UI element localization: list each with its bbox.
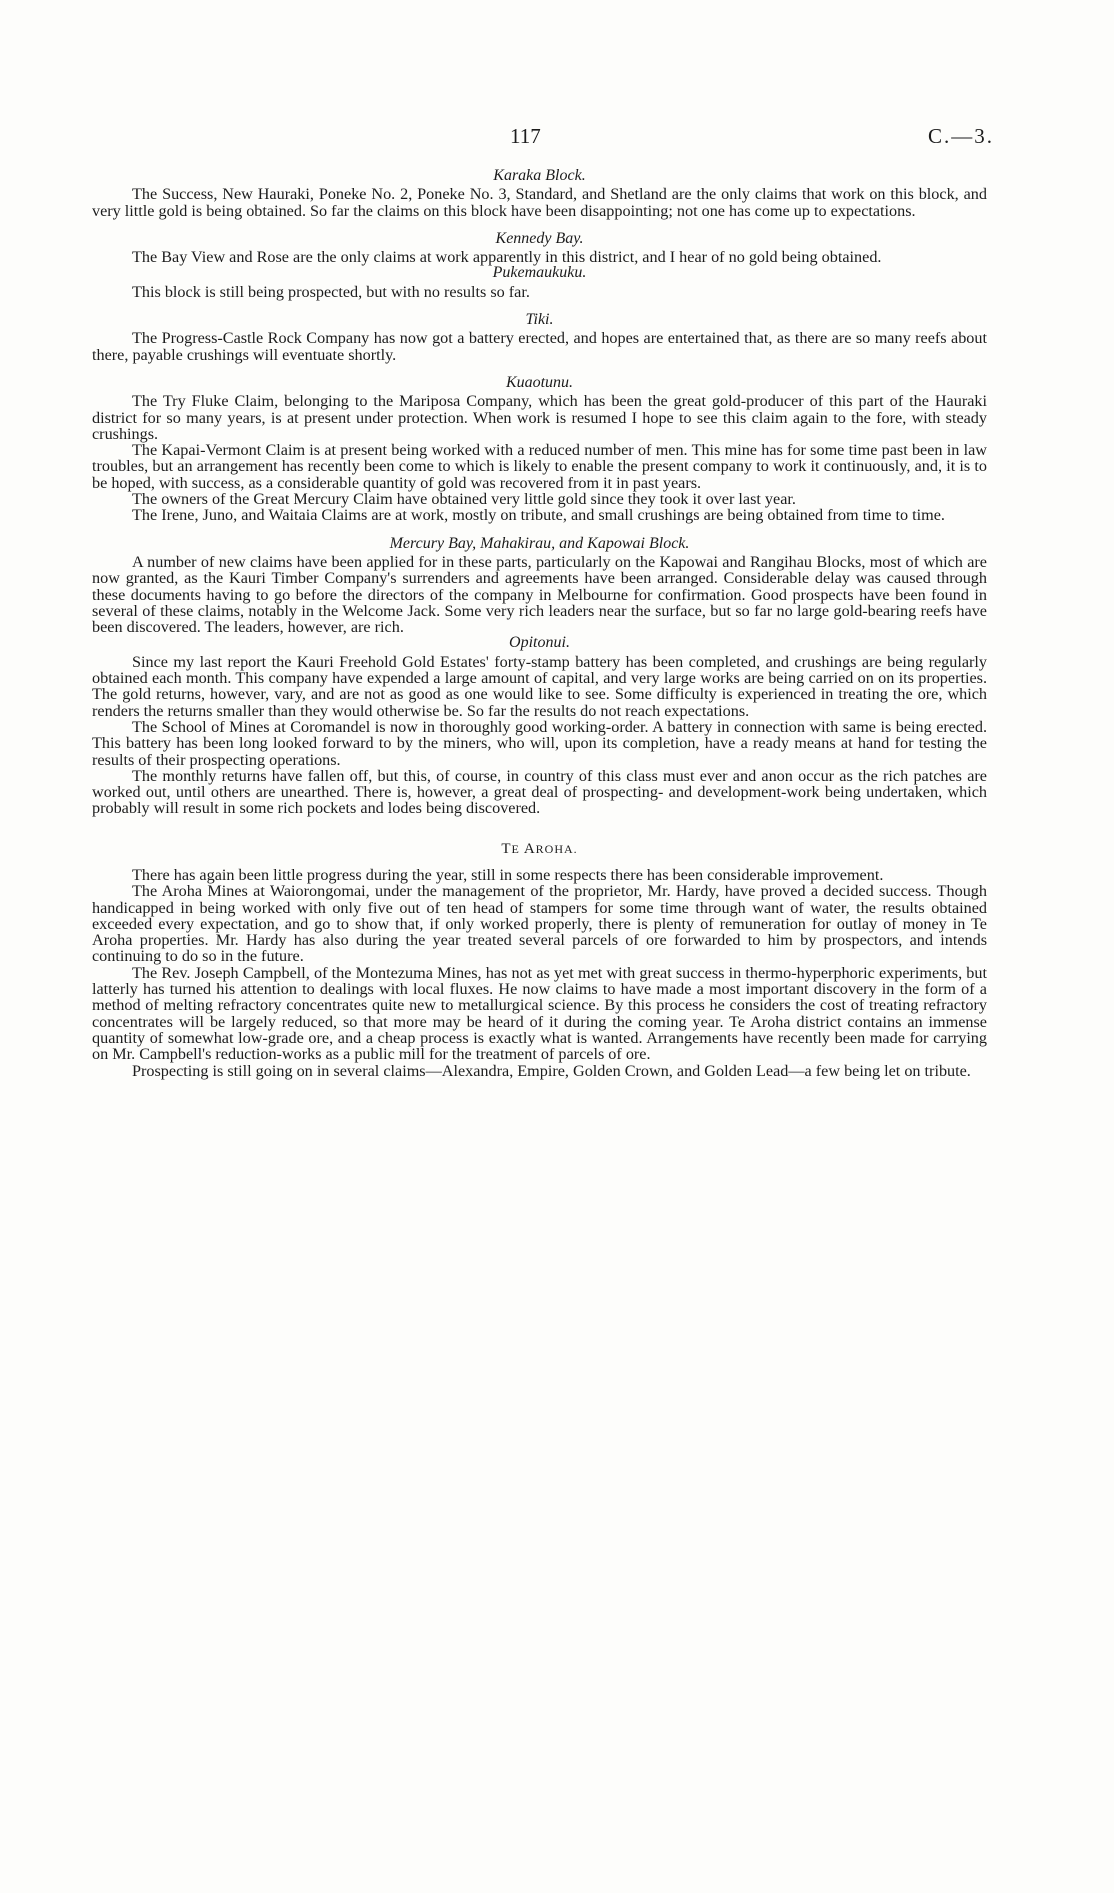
title-smallcaps: E [511, 841, 524, 856]
paragraph: The Aroha Mines at Waiorongomai, under the management of the proprietor, Mr. Hardy, have proved a decided success. Though handicapped in being worked with only five out of ten head of stampers for some time through want of water, the results obtained exceeded every expectation, and go to show that, if only worked properly, there is plenty of remuneration for outlay of money in Te Aroha properties. Mr. Hardy has also during the year treated several parcels of ore forwarded to him by prospectors, and intends continuing to do so in the future. [92, 882, 987, 966]
paragraph: The School of Mines at Coromandel is now in thoroughly good working-order. A battery in connection with same is being erected. This battery has been long looked forward to by the miners, who will, upon its completion, have a ready means at hand for testing the results of their prospecting operations. [92, 717, 987, 769]
page-code: C.—3. [927, 124, 994, 148]
title-letter: T [501, 840, 512, 857]
page-body [92, 168, 987, 1079]
paragraph: This block is still being prospected, but with no results so far. [132, 282, 530, 301]
section-title-kennedy-bay: Kennedy Bay. [495, 229, 584, 247]
title-letter: A [523, 840, 536, 857]
section-title-karaka: Karaka Block. [493, 167, 586, 184]
paragraph: The owners of the Great Mercury Claim have obtained very little gold since they took it over last year. [132, 490, 796, 509]
section-title-mercury-bay: Mercury Bay, Mahakirau, and Kapowai Block. [389, 534, 690, 552]
section-title-opitonui: Opitonui. [509, 634, 570, 652]
paragraph: The Kapai-Vermont Claim is at present being worked with a reduced number of men. This mine has for some time past been in law troubles, but an arrangement has recently been come to which is likely to enable the present company to work it continuously, and, it is to be hoped, with success, as a considerable quantity of gold was recovered from it in past years. [92, 441, 987, 492]
section-title-kuaotunu: Kuaotunu. [505, 373, 574, 391]
section-title-te-aroha [92, 841, 987, 857]
page-header [0, 124, 1114, 154]
paragraph: A number of new claims have been applied for in these parts, particularly on the Kapowai and Rangihau Blocks, most of which are now granted, as the Kauri Timber Company's surrenders and agreements have been arranged. Considerable delay was caused through these documents having to go before the directors of the company in Melbourne for confirmation. Good prospects have been found in several of these claims, notably in the Welcome Jack. Some very rich leaders near the surface, but so far no large gold-bearing reefs have been discovered. The leaders, however, are rich. [92, 552, 987, 637]
paragraph: The Progress-Castle Rock Company has now got a battery erected, and hopes are entertained that, as there are so many reefs about there, payable crushings will eventuate shortly. [92, 329, 987, 364]
title-smallcaps: ROHA. [535, 841, 578, 856]
paragraph: The Irene, Juno, and Waitaia Claims are at work, mostly on tribute, and small crushings are being obtained from time to time. [132, 506, 945, 525]
paragraph: There has again been little progress during the year, still in some respects there has been considerable improvement. [132, 865, 884, 884]
section-title-tiki: Tiki. [525, 311, 554, 329]
paragraph: The Try Fluke Claim, belonging to the Mariposa Company, which has been the great gold-producer of this part of the Hauraki district for so many years, is at present under protection. When work is resumed I hope to see this claim again to the fore, with steady crushings. [92, 392, 987, 443]
paragraph: The Bay View and Rose are the only claims at work apparently in this district, and I hear of no gold being obtained. [132, 248, 882, 267]
page-number: 117 [510, 124, 541, 148]
paragraph: The Rev. Joseph Campbell, of the Montezuma Mines, has not as yet met with great success in thermo-hyperphoric experiments, but latterly has turned his attention to dealings with local fluxes. He now claims to have made a most important discovery in the form of a method of melting refractory concentrates quite new to metallurgical science. By this process he considers the cost of treating refractory concentrates will be largely reduced, so that more may be heard of it during the coming year. Te Aroha district contains an immense quantity of somewhat low-grade ore, and a cheap process is exactly what is wanted. Arrangements have recently been made for carrying on Mr. Campbell's reduction-works as a public mill for the treatment of parcels of ore. [92, 963, 987, 1064]
section-title-pukemaukuku: Pukemaukuku. [492, 264, 587, 282]
paragraph: Since my last report the Kauri Freehold Gold Estates' forty-stamp battery has been completed, and crushings are being regularly obtained each month. This company have expended a large amount of capital, and very large works are being carried on on its properties. The gold returns, however, vary, and are not as good as one would like to see. Some difficulty is experienced in treating the ore, which renders the returns smaller than they would otherwise be. So far the results do not reach expectations. [92, 652, 987, 720]
paragraph: Prospecting is still going on in several claims—Alexandra, Empire, Golden Crown, and Golden Lead—a few being let on tribute. [132, 1061, 971, 1080]
paragraph: The monthly returns have fallen off, but this, of course, in country of this class must ever and anon occur as the rich patches are worked out, until others are unearthed. There is, however, a great deal of prospecting- and development-work being undertaken, which probably will result in some rich pockets and lodes being discovered. [92, 766, 987, 818]
paragraph: The Success, New Hauraki, Poneke No. 2, Poneke No. 3, Standard, and Shetland are the only claims that work on this block, and very little gold is being obtained. So far the claims on this block have been disappointing; not one has come up to expectations. [92, 185, 987, 220]
